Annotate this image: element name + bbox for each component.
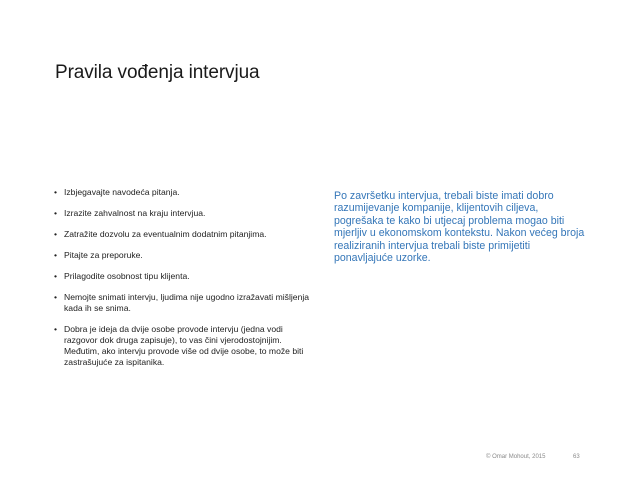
bullet-text: Izrazite zahvalnost na kraju intervjua.	[64, 208, 206, 218]
bullet-item	[54, 292, 316, 314]
bullet-text: Dobra je ideja da dvije osobe provode intervju (jedna vodi razgovor dok druga zapisuje), to vas čini vjerodostojnijim. Međutim, ako intervju provode više od dvije osobe, to može biti zastrašujuće za ispitanika.	[64, 324, 304, 367]
slide-title: Pravila vođenja intervjua	[55, 62, 260, 83]
bullet-dot-icon: •	[54, 250, 58, 260]
bullet-dot-icon: •	[54, 229, 58, 239]
bullet-list	[54, 187, 316, 378]
summary-text: Po završetku intervjua, trebali biste imati dobro razumijevanje kompanije, klijentovih ciljeva, pogrešaka te kako bi utjecaj problema mogao biti mjerljiv u ekonomskom kontekstu. Nakon većeg broja realiziranih intervjua trebali biste primijetiti ponavljajuće uzorke.	[334, 190, 585, 265]
bullet-dot-icon: •	[54, 187, 58, 197]
bullet-dot-icon: •	[54, 292, 58, 302]
bullet-text: Zatražite dozvolu za eventualnim dodatnim pitanjima.	[64, 229, 267, 239]
bullet-text: Pitajte za preporuke.	[64, 250, 143, 260]
bullet-item	[54, 271, 316, 282]
bullet-text: Prilagodite osobnost tipu klijenta.	[64, 271, 190, 281]
bullet-dot-icon: •	[54, 208, 58, 218]
footer-copyright: © Omar Mohout, 2015	[486, 454, 546, 460]
bullet-item	[54, 208, 316, 219]
bullet-dot-icon: •	[54, 324, 58, 334]
footer-page-number: 63	[573, 454, 580, 460]
bullet-text: Nemojte snimati intervju, ljudima nije ugodno izražavati mišljenja kada ih se snima.	[64, 292, 310, 313]
bullet-item	[54, 324, 316, 368]
bullet-item	[54, 229, 316, 240]
bullet-dot-icon: •	[54, 271, 58, 281]
bullet-text: Izbjegavajte navodeća pitanja.	[64, 187, 180, 197]
bullet-item	[54, 250, 316, 261]
bullet-item	[54, 187, 316, 198]
